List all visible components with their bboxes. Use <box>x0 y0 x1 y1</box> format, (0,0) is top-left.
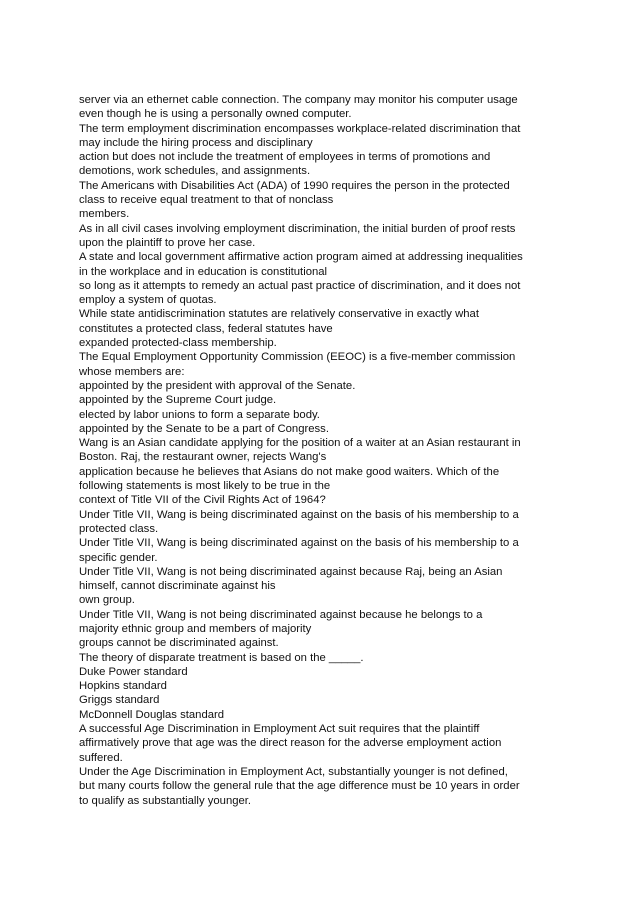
text-line: in the workplace and in education is constitutional <box>79 265 328 278</box>
text-line: whose members are: <box>79 365 185 378</box>
text-line: elected by labor unions to form a separate body. <box>79 408 320 421</box>
text-line: members. <box>79 208 130 221</box>
text-line: While state antidiscrimination statutes are relatively conservative in exactly what <box>79 308 479 321</box>
text-line: appointed by the Supreme Court judge. <box>79 394 277 407</box>
text-line: may include the hiring process and disciplinary <box>79 136 313 149</box>
text-line: protected class. <box>79 522 159 535</box>
text-line: McDonnell Douglas standard <box>79 708 225 721</box>
text-line: Duke Power standard <box>79 665 188 678</box>
text-line: Wang is an Asian candidate applying for the position of a waiter at an Asian restaurant in <box>79 437 521 450</box>
text-line: As in all civil cases involving employment discrimination, the initial burden of proof rests <box>79 222 516 235</box>
text-line: Boston. Raj, the restaurant owner, rejects Wang's <box>79 451 327 464</box>
text-line: expanded protected-class membership. <box>79 337 277 350</box>
text-line: appointed by the Senate to be a part of Congress. <box>79 422 329 435</box>
text-line: Under the Age Discrimination in Employment Act, substantially younger is not defined, <box>79 765 508 778</box>
text-line: context of Title VII of the Civil Rights Act of 1964? <box>79 494 326 507</box>
text-line: affirmatively prove that age was the direct reason for the adverse employment action <box>79 737 502 750</box>
text-line: Under Title VII, Wang is being discriminated against on the basis of his membership to a <box>79 537 519 550</box>
text-line: Under Title VII, Wang is being discriminated against on the basis of his membership to a <box>79 508 519 521</box>
text-line: demotions, work schedules, and assignments. <box>79 165 311 178</box>
text-line: but many courts follow the general rule that the age difference must be 10 years in order <box>79 780 520 793</box>
text-line: Griggs standard <box>79 694 160 707</box>
text-line: constitutes a protected class, federal statutes have <box>79 322 333 335</box>
text-line: Under Title VII, Wang is not being discriminated against because Raj, being an Asian <box>79 565 503 578</box>
text-line: upon the plaintiff to prove her case. <box>79 236 256 249</box>
text-line: to qualify as substantially younger. <box>79 794 252 807</box>
text-line: own group. <box>79 594 135 607</box>
text-line: action but does not include the treatment of employees in terms of promotions and <box>79 151 491 164</box>
text-line: class to receive equal treatment to that of nonclass <box>79 194 334 207</box>
text-line: The term employment discrimination encompasses workplace-related discrimination that <box>79 122 521 135</box>
text-line: even though he is using a personally owned computer. <box>79 108 352 121</box>
document-text <box>79 93 569 808</box>
text-line: application because he believes that Asians do not make good waiters. Which of the <box>79 465 500 478</box>
text-line: suffered. <box>79 751 123 764</box>
text-line: specific gender. <box>79 551 158 564</box>
text-line: employ a system of quotas. <box>79 294 217 307</box>
text-line: appointed by the president with approval of the Senate. <box>79 379 356 392</box>
text-line: himself, cannot discriminate against his <box>79 580 276 593</box>
text-line: majority ethnic group and members of majority <box>79 622 312 635</box>
text-line: server via an ethernet cable connection. The company may monitor his computer usage <box>79 94 518 106</box>
text-line: The Equal Employment Opportunity Commission (EEOC) is a five-member commission <box>79 351 516 364</box>
text-line: groups cannot be discriminated against. <box>79 637 279 650</box>
text-line: A state and local government affirmative action program aimed at addressing inequalities <box>79 251 523 264</box>
text-line: Under Title VII, Wang is not being discriminated against because he belongs to a <box>79 608 483 621</box>
text-line: so long as it attempts to remedy an actual past practice of discrimination, and it does not <box>79 279 521 292</box>
text-line: A successful Age Discrimination in Employment Act suit requires that the plaintiff <box>79 723 480 736</box>
text-line: following statements is most likely to be true in the <box>79 480 331 493</box>
text-line: The Americans with Disabilities Act (ADA) of 1990 requires the person in the protected <box>79 179 510 192</box>
text-line: Hopkins standard <box>79 680 167 693</box>
text-line: The theory of disparate treatment is based on the _____. <box>79 651 364 664</box>
